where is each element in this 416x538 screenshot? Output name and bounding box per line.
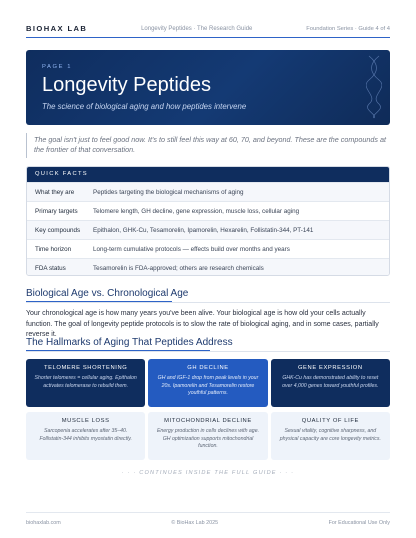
hallmark-card-mitochondrial — [148, 412, 267, 460]
fact-value: Telomere length, GH decline, gene expression, muscle loss, cellular aging — [93, 207, 300, 215]
footer-copyright: © BioHax Lab 2025 — [171, 520, 219, 526]
quick-facts-heading: QUICK FACTS — [27, 167, 389, 182]
table-row — [27, 201, 389, 220]
card-text: GH and IGF-1 drop from peak levels in your 20s. Ipamorelin and Tesamorelin restore youthful patterns. — [157, 375, 259, 397]
section-heading-text: The Hallmarks of Aging That Peptides Address — [26, 337, 233, 348]
card-text: Sarcopenia accelerates after 35–40. Follistatin-344 inhibits myostatin directly. — [39, 428, 132, 442]
section-heading-text: Biological Age vs. Chronological Age — [26, 288, 189, 299]
fact-key: What they are — [35, 188, 75, 196]
fact-key: Primary targets — [35, 207, 78, 215]
table-row — [27, 239, 389, 258]
card-title: MUSCLE LOSS — [61, 418, 110, 424]
fact-value: Long-term cumulative protocols — effects build over months and years — [93, 245, 290, 253]
section-heading-bio-age — [26, 288, 188, 299]
continues-note: · · · CONTINUES INSIDE THE FULL GUIDE · · · — [121, 470, 295, 476]
card-title: GH DECLINE — [187, 365, 229, 371]
card-text: Shorter telomeres = cellular aging. Epithalon activates telomerase to rebuild them. — [34, 375, 137, 389]
footer-website[interactable]: biohaxlab.com — [26, 520, 61, 526]
card-title: MITOCHONDRIAL DECLINE — [164, 418, 252, 424]
fact-key: FDA status — [35, 264, 66, 272]
series-label: Foundation Series · Guide 4 of 4 — [306, 25, 390, 32]
card-text: Sexual vitality, cognitive sharpness, and physical capacity are core longevity metrics. — [279, 428, 381, 442]
fact-key: Key compounds — [35, 226, 81, 234]
dna-helix-icon — [366, 54, 382, 120]
page-footer — [26, 512, 390, 528]
card-title: QUALITY OF LIFE — [301, 418, 359, 424]
page-header — [26, 20, 390, 38]
hallmark-card-gene-expression — [271, 359, 390, 407]
page-title: Longevity Peptides — [42, 74, 212, 96]
bio-age-paragraph: Your chronological age is how many years you've been alive. Your biological age is how old your cells actually function. The goal of longevity peptide protocols is to slow the rate of biological aging, and in some cases, partially reverse it. — [26, 310, 379, 338]
divider — [26, 302, 390, 303]
hallmark-card-muscle-loss — [26, 412, 145, 460]
hallmark-card-telomere — [26, 359, 145, 407]
hallmarks-grid — [26, 359, 390, 460]
card-title: TELOMERE SHORTENING — [43, 365, 128, 371]
intro-quote: The goal isn't just to feel good now. It's to still feel this way at 60, 70, and beyond. These are the compounds at the frontier of that conversation. — [26, 133, 390, 158]
table-row — [27, 220, 389, 239]
quick-facts-table — [26, 166, 390, 276]
fact-key: Time horizon — [35, 245, 72, 253]
table-row — [27, 182, 389, 201]
section-heading-hallmarks — [26, 337, 233, 348]
page-label: PAGE 1 — [42, 64, 73, 70]
hero-banner — [26, 50, 390, 125]
fact-value: Tesamorelin is FDA-approved; others are research chemicals — [93, 264, 264, 272]
fact-value: Epithalon, GHK-Cu, Tesamorelin, Ipamorelin, Hexarelin, Follistatin-344, PT-141 — [93, 226, 314, 234]
table-row — [27, 258, 389, 276]
page-subtitle: The science of biological aging and how peptides intervene — [42, 102, 247, 111]
card-text: Energy production in cells declines with age. GH optimization supports mitochondrial function. — [156, 428, 260, 450]
divider — [26, 351, 390, 352]
brand-name: BIOHAX LAB — [26, 24, 88, 33]
card-title: GENE EXPRESSION — [297, 365, 363, 371]
card-text: GHK-Cu has demonstrated ability to reset over 4,000 genes toward youthful profiles. — [282, 375, 379, 389]
guide-title: Longevity Peptides · The Research Guide — [141, 25, 253, 32]
footer-disclaimer: For Educational Use Only — [328, 520, 390, 526]
fact-value: Peptides targeting the biological mechanisms of aging — [93, 188, 244, 196]
hallmark-card-gh-decline — [148, 359, 267, 407]
hallmark-card-quality-of-life — [271, 412, 390, 460]
